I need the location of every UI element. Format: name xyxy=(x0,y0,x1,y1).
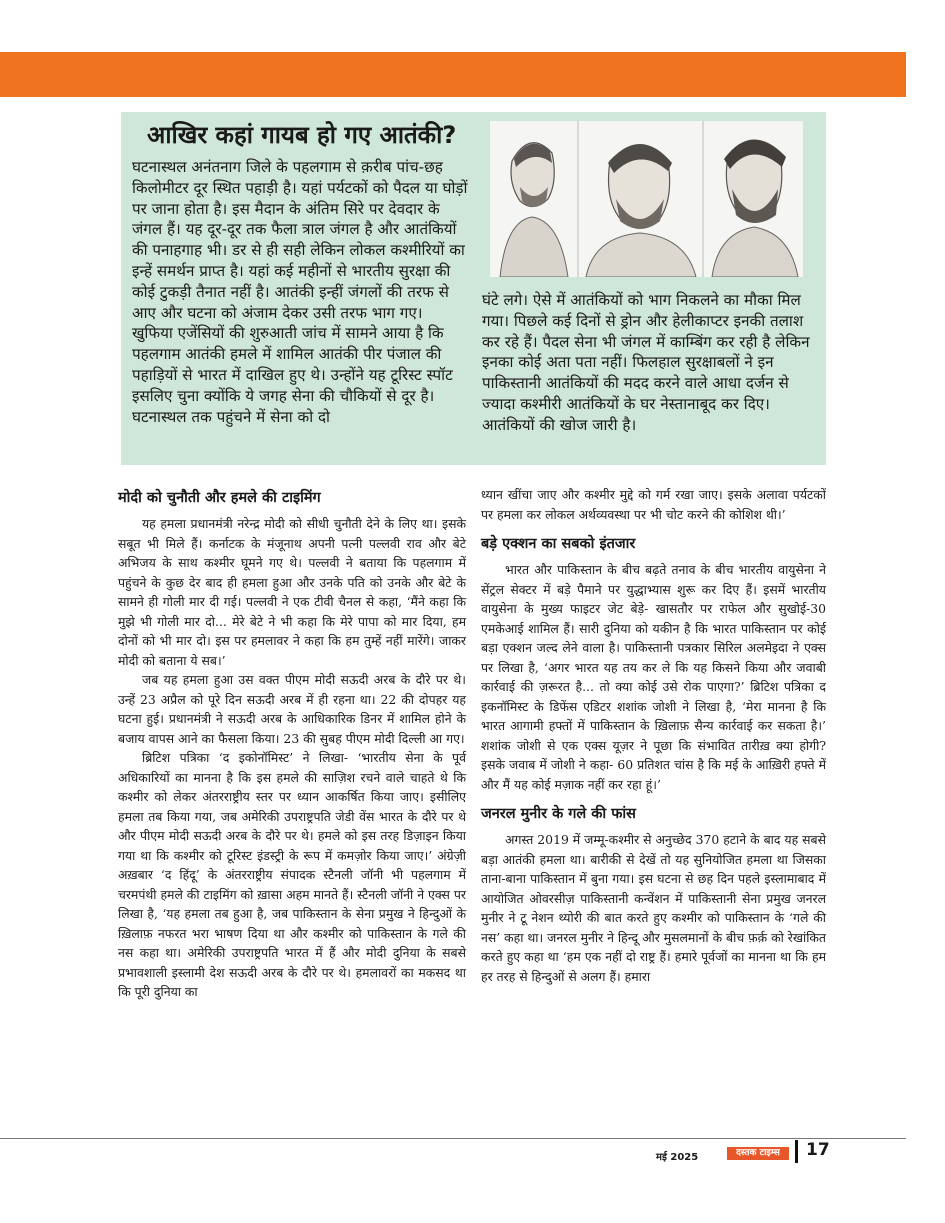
article-left-column xyxy=(118,488,466,1002)
paragraph: ब्रिटिश पत्रिका ‘द इकोनॉमिस्ट’ ने लिखा- ‘भारतीय सेना के पूर्व अधिकारियों का मानना है कि इस हमले की साज़िश रचने वाले चाहते थे कि कश्मीर को लेकर अंतरराष्ट्रीय स्तर पर ध्यान आकर्षित किया जाए। इसीलिए हमला तब किया गया, जब अमेरिकी उपराष्ट्रपति जेडी वेंस भारत के दौरे पर थे और पीएम मोदी सऊदी अरब के दौरे पर थे। हमले को इस तरह डिज़ाइन किया गया था कि कश्मीर को टूरिस्ट इंडस्ट्री के रूप में कमज़ोर किया जाए।’ अंग्रेज़ी अख़बार ‘द हिंदू’ के अंतरराष्ट्रीय संपादक स्टैनली जॉनी भी पहलगाम में चरमपंथी हमले की टाइमिंग को ख़ासा अहम मानते हैं। स्टैनली जॉनी ने एक्स पर लिखा है, ‘यह हमला तब हुआ है, जब पाकिस्तान के सेना प्रमुख ने हिन्दुओं के ख़िलाफ़ नफरत भरा भाषण दिया था और कश्मीर को पाकिस्तान के गले की नस कहा था। अमेरिकी उपराष्ट्रपति भारत में हैं और मोदी दुनिया के सबसे प्रभावशाली इस्लामी देश सऊदी अरब के दौरे पर थे। हमलावरों का मकसद था कि पूरी दुनिया का xyxy=(118,750,466,999)
paragraph: ध्यान खींचा जाए और कश्मीर मुद्दे को गर्म रखा जाए। इसके अलावा पर्यटकों पर हमला कर लोकल अर्थव्यवस्था पर भी चोट करने की कोशिश थी।’ xyxy=(481,487,826,522)
section-heading-munir: जनरल मुनीर के गले की फांस xyxy=(481,806,636,822)
magazine-logo: दस्तक टाइम्स xyxy=(727,1147,789,1160)
paragraph: यह हमला प्रधानमंत्री नरेन्द्र मोदी को सीधी चुनौती देने के लिए था। इसके सबूत भी मिले हैं। कर्नाटक के मंजूनाथ अपनी पत्नी पल्लवी राव और बेटे अभिजय के साथ कश्मीर घूमने गए थे। पल्लवी ने बताया कि पहलगाम में पहुंचने के कुछ देर बाद ही हमला हुआ और उनके पति को उनके और बेटे के सामने ही गोली मार दी गई। पल्लवी ने एक टीवी चैनल से कहा, ‘मैंने कहा कि मुझे भी गोली मार दो... मेरे बेटे ने भी कहा कि मेरे पापा को मार दिया, हम दोनों को भी मार दो। इस पर हमलावर ने कहा कि हम तुम्हें नहीं मारेंगे। जाकर मोदी को बताना ये सब।’ xyxy=(118,516,466,668)
section-heading-timing: मोदी को चुनौती और हमले की टाइमिंग xyxy=(118,490,321,506)
section-heading-action: बड़े एक्शन का सबको इंतजार xyxy=(481,536,636,552)
footer-date: मई 2025 xyxy=(656,1152,699,1163)
footer-separator xyxy=(795,1140,798,1163)
paragraph: जब यह हमला हुआ उस वक्त पीएम मोदी सऊदी अरब के दौरे पर थे। उन्हें 23 अप्रैल को पूरे दिन सऊदी अरब में ही रहना था। 22 की दोपहर यह घटना हुई। प्रधानमंत्री ने सऊदी अरब के आधिकारिक डिनर में शामिल होने के बजाय वापस आने का फैसला किया। 23 की सुबह पीएम मोदी दिल्ली आ गए। xyxy=(118,672,466,746)
paragraph: भारत और पाकिस्तान के बीच बढ़ते तनाव के बीच भारतीय वायुसेना ने सेंट्रल सेक्टर में बड़े पैमाने पर युद्धाभ्यास शुरू कर दिए हैं। इसमें भारतीय वायुसेना के मुख्य फाइटर जेट बेड़े- खासतौर पर राफेल और सुखोई-30 एमकेआई शामिल हैं। सारी दुनिया को यकीन है कि भारत पाकिस्तान पर कोई बड़ा एक्शन जल्द लेने वाला है। पाकिस्तानी पत्रकार सिरिल अलमेइदा ने एक्स पर लिखा है, ‘अगर भारत यह तय कर ले कि यह किसने किया और जवाबी कार्रवाई की ज़रूरत है... तो क्या कोई उसे रोक पाएगा?’ ब्रिटिश पत्रिका द इकनॉमिस्ट के डिफेंस एडिटर शशांक जोशी ने लिखा है, ‘मेरा मानना है कि भारत आगामी हफ्तों में पाकिस्तान के ख़िलाफ़ सैन्य कार्रवाई कर सकता है।’ शशांक जोशी से एक एक्स यूज़र ने पूछा कि संभावित तारीख़ क्या होगी? इसके जवाब में जोशी ने कहा- 60 प्रतिशत चांस है कि मई के आख़िरी हफ्ते में और मैं यह कोई मज़ाक नहीं कर रहा हूं।’ xyxy=(481,562,826,792)
box-title: आखिर कहां गायब हो गए आतंकी? xyxy=(147,121,457,149)
footer-divider xyxy=(0,1138,906,1139)
box-right-text: घंटे लगे। ऐसे में आतंकियों को भाग निकलने का मौका मिल गया। पिछले कई दिनों से ड्रोन और हेलीकाप्टर इनकी तलाश कर रहे हैं। पैदल सेना भी जंगल में काम्बिंग कर रही है लेकिन इनका कोई अता पता नहीं। फिलहाल सुरक्षाबलों ने इन पाकिस्तानी आतंकियों की मदद करने वाले आधा दर्जन से ज्यादा कश्मीरी आतंकियों के घर नेस्तानाबूद कर दिए। आतंकियों की खोज जारी है। xyxy=(482,291,810,434)
page-number: 17 xyxy=(806,1140,830,1160)
article-right-column xyxy=(481,485,826,986)
header-band xyxy=(0,52,906,97)
box-left-text: घटनास्थल अनंतनाग जिले के पहलगाम से क़रीब पांच-छह किलोमीटर दूर स्थित पहाड़ी है। यहां पर्यटकों को पैदल या घोड़ों पर जाना होता है। इस मैदान के अंतिम सिरे पर देवदार के जंगल हैं। यह दूर-दूर तक फैला त्राल जंगल है और आतंकियों की पनाहगाह भी। डर से ही सही लेकिन लोकल कश्मीरियों का इन्हें समर्थन प्राप्त है। यहां कई महीनों से भारतीय सुरक्षा की कोई टुकड़ी तैनात नहीं है। आतंकी इन्हीं जंगलों की तरफ से आए और घटना को अंजाम देकर उसी तरफ भाग गए। खुफिया एजेंसियों की शुरुआती जांच में सामने आया है कि पहलगाम आतंकी हमले में शामिल आतंकी पीर पंजाल की पहाड़ियों से भारत में दाखिल हुए थे। उन्होंने यह टूरिस्ट स्पॉट इसलिए चुना क्योंकि ये जगह सेना की चौकियों से दूर है। घटनास्थल तक पहुंचने में सेना को दो xyxy=(132,158,468,426)
sketch-illustration xyxy=(490,121,803,277)
suspect-sketches-image xyxy=(490,121,803,277)
paragraph: अगस्त 2019 में जम्मू-कश्मीर से अनुच्छेद 370 हटाने के बाद यह सबसे बड़ा आतंकी हमला था। बारीकी से देखें तो यह सुनियोजित हमला था जिसका ताना-बाना पाकिस्तान में बुना गया। इस घटना से छह दिन पहले इस्लामाबाद में आयोजित ओवरसीज़ पाकिस्तानी कन्वेंशन में पाकिस्तानी सेना प्रमुख जनरल मुनीर ने टू नेशन थ्योरी की बात करते हुए कश्मीर को पाकिस्तान के ‘गले की नस’ कहा था। जनरल मुनीर ने हिन्दू और मुसलमानों के बीच फ़र्क़ को रेखांकित करते हुए कहा था ‘हम एक नहीं दो राष्ट्र हैं। हमारे पूर्वजों का मानना था कि हम हर तरह से हिन्दुओं से अलग हैं। हमारा xyxy=(481,832,826,984)
